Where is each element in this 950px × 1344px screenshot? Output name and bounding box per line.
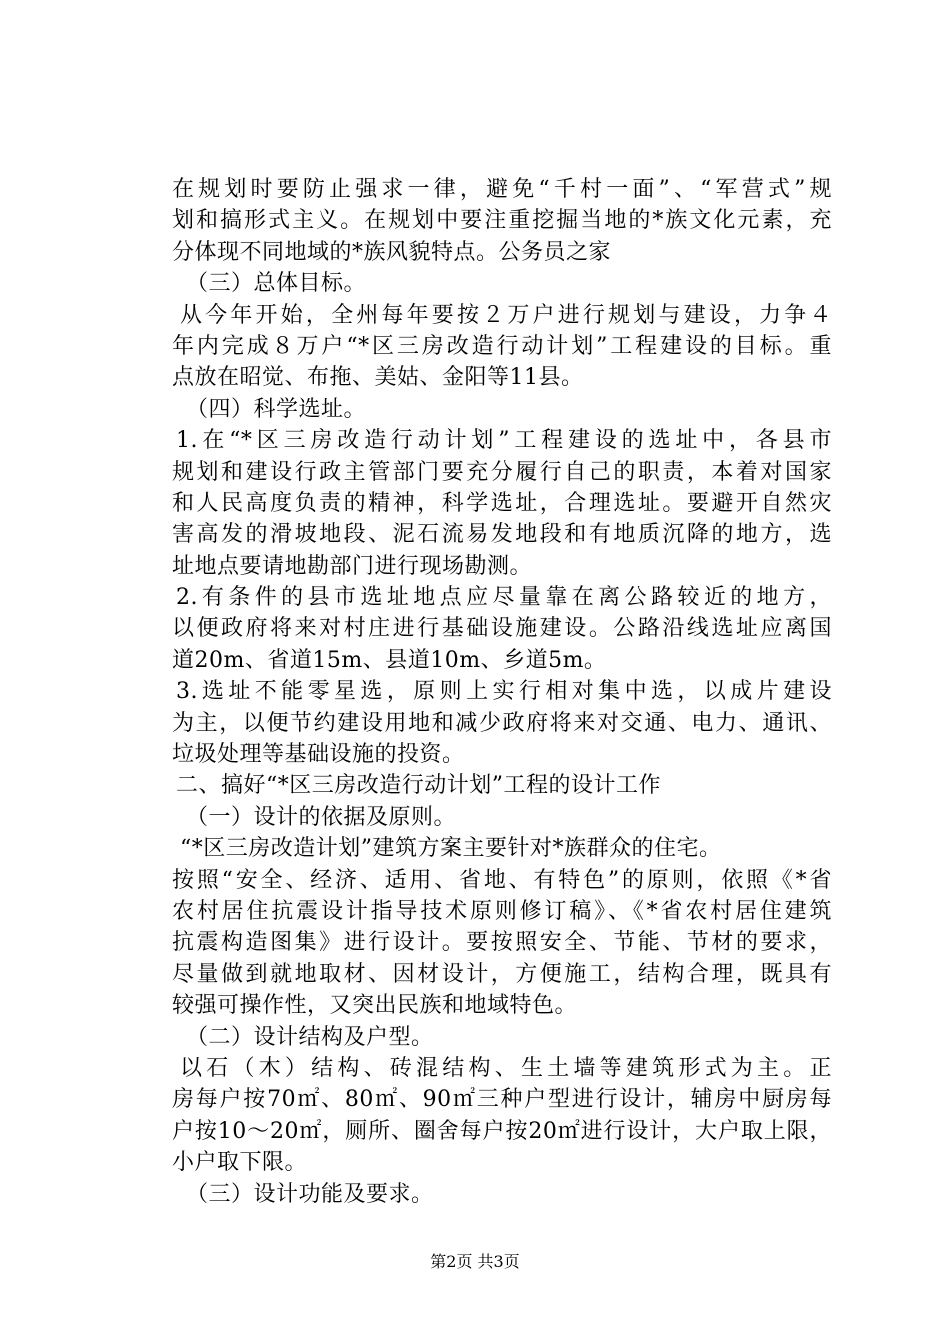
paragraph-line: 和人民高度负责的精神，科学选址，合理选址。要避开自然灾: [172, 490, 832, 516]
paragraph-line: 道20m、省道15m、县道10m、乡道5m。: [172, 647, 607, 673]
paragraph-line: 1.在“*区三房改造行动计划”工程建设的选址中，各县市: [176, 428, 832, 454]
paragraph-line: 房每户按70㎡、80㎡、90㎡三种户型进行设计，辅房中厨房每: [172, 1087, 832, 1113]
paragraph-line: 年内完成８万户“*区三房改造行动计划”工程建设的目标。重: [172, 333, 832, 359]
page-footer: 第2页 共3页: [430, 1252, 520, 1271]
paragraph-line: 点放在昭觉、布拖、美姑、金阳等11县。: [172, 365, 584, 391]
paragraph-line: 小户取下限。: [172, 1150, 308, 1176]
paragraph-line: 害高发的滑坡地段、泥石流易发地段和有地质沉降的地方，选: [172, 522, 832, 548]
paragraph-line: 从今年开始，全州每年要按２万户进行规划与建设，力争４: [180, 302, 832, 328]
paragraph-line: 划和搞形式主义。在规划中要注重挖掘当地的*族文化元素，充: [172, 208, 832, 234]
section-heading: 二、搞好“*区三房改造行动计划”工程的设计工作: [176, 773, 661, 799]
paragraph-line: 户按10～20㎡，厕所、圈舍每户按20㎡进行设计，大户取上限，: [172, 1118, 832, 1144]
paragraph-line: 抗震构造图集》进行设计。要按照安全、节能、节材的要求，: [172, 930, 832, 956]
paragraph-line: 在规划时要防止强求一律，避免“千村一面”、“军营式”规: [172, 177, 832, 202]
paragraph-line: 分体现不同地域的*族风貌特点。公务员之家: [172, 239, 612, 265]
paragraph-line: 以石（木）结构、砖混结构、生土墙等建筑形式为主。正: [180, 1055, 832, 1081]
paragraph-line: 为主，以便节约建设用地和减少政府将来对交通、电力、通讯、: [172, 710, 832, 736]
section-heading: （一）设计的依据及原则。: [186, 804, 457, 830]
paragraph-line: 以便政府将来对村庄进行基础设施建设。公路沿线选址应离国: [172, 616, 832, 642]
paragraph-line: 2.有条件的县市选址地点应尽量靠在离公路较近的地方，: [176, 585, 832, 611]
paragraph-line: 较强可操作性，又突出民族和地域特色。: [172, 993, 578, 1019]
paragraph-line: 址地点要请地勘部门进行现场勘测。: [172, 553, 533, 579]
section-heading: （三）设计功能及要求。: [186, 1181, 434, 1207]
paragraph-line: 垃圾处理等基础设施的投资。: [172, 742, 465, 768]
document-body: [172, 174, 832, 1210]
paragraph-line: 3.选址不能零星选，原则上实行相对集中选，以成片建设: [176, 679, 832, 705]
section-heading: （二）设计结构及户型。: [186, 1024, 434, 1050]
paragraph-line: 农村居住抗震设计指导技术原则修订稿》、《*省农村居住建筑: [172, 898, 832, 924]
paragraph-line: 规划和建设行政主管部门要充分履行自己的职责，本着对国家: [172, 459, 832, 485]
section-heading: （三）总体目标。: [186, 271, 367, 297]
paragraph-line: “*区三房改造计划”建筑方案主要针对*族群众的住宅。: [180, 836, 722, 862]
paragraph-line: 尽量做到就地取材、因材设计，方便施工，结构合理，既具有: [172, 961, 832, 987]
paragraph-line: 按照“安全、经济、适用、省地、有特色”的原则，依照《*省: [172, 867, 832, 893]
section-heading: （四）科学选址。: [186, 396, 367, 422]
